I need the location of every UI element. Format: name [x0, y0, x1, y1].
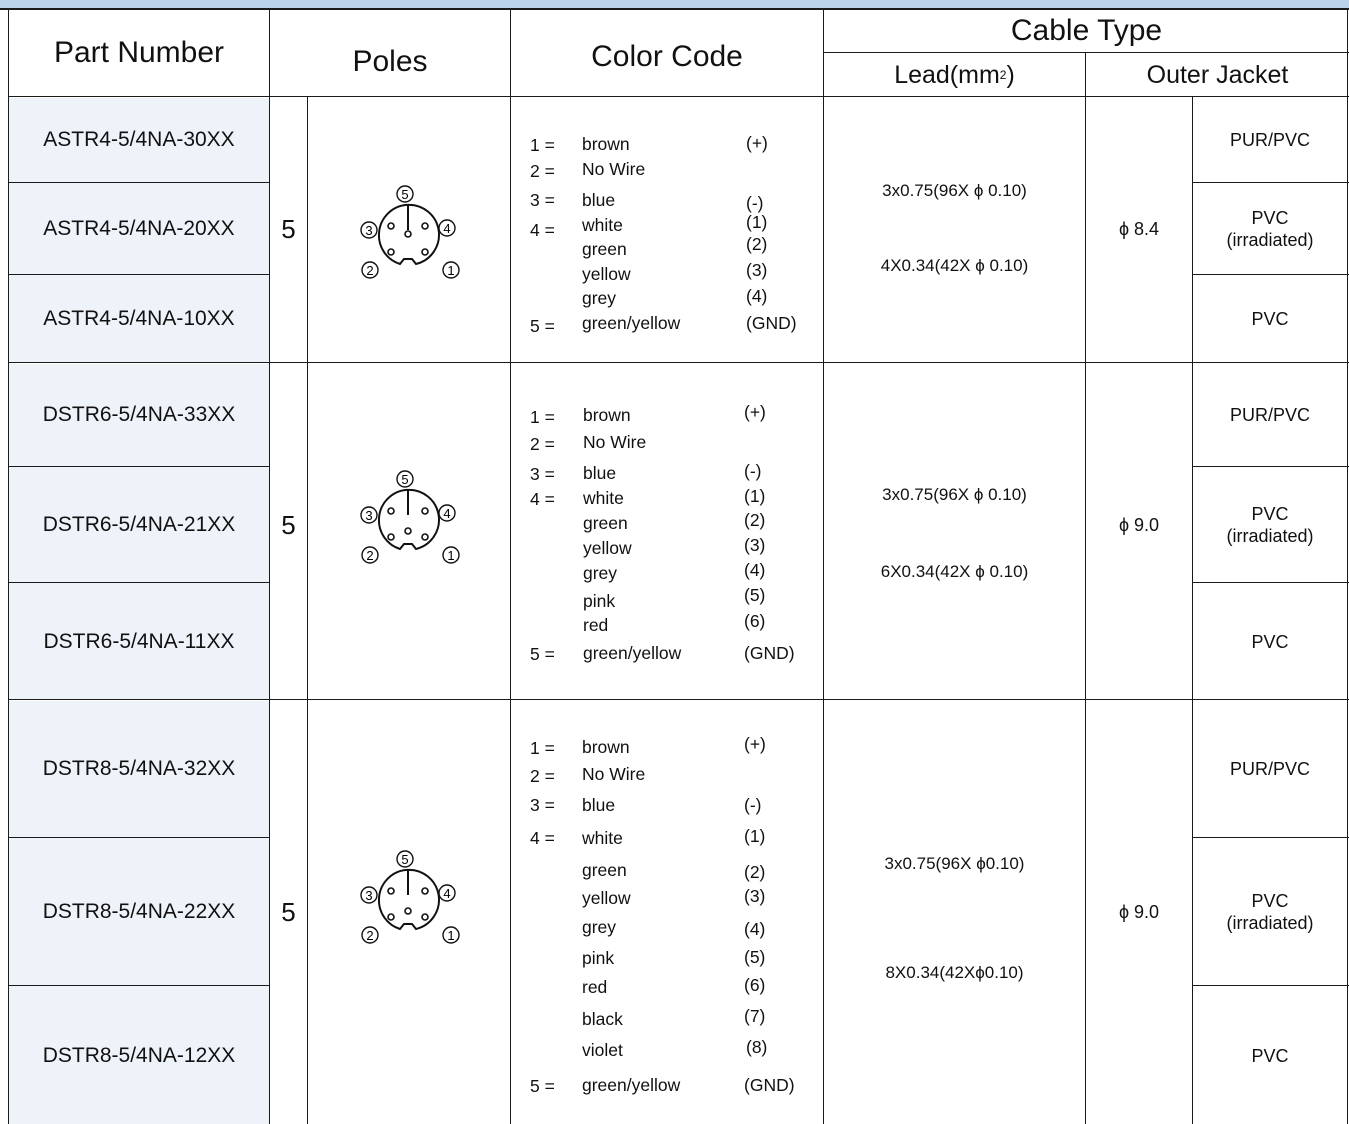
pin-1-label: 1	[447, 548, 455, 563]
color-code-list-3	[530, 10, 820, 1124]
cc-name: green/yellow	[583, 643, 682, 663]
jacket-1a: PUR/PVC	[1229, 130, 1310, 150]
cc-name: grey	[582, 917, 617, 937]
pin-2-label: 2	[366, 928, 374, 943]
cc-num: 2 =	[530, 161, 555, 181]
cc-sig: (7)	[744, 1006, 766, 1026]
pin-4-dot	[422, 223, 428, 229]
cc-name: pink	[582, 948, 615, 968]
cc-sig: (3)	[744, 535, 766, 555]
cc-name: black	[582, 1009, 623, 1029]
hline-part-1a	[9, 182, 269, 183]
cc-sig: (+)	[744, 734, 766, 754]
jacket-line: PVC	[1251, 504, 1289, 524]
jacket-3b	[1193, 839, 1347, 985]
pin-2-label: 2	[366, 548, 374, 563]
hline-jacket-3a	[1192, 837, 1349, 838]
connector-diagram-3	[350, 852, 470, 955]
jacket-1b	[1193, 184, 1347, 274]
pin-3-dot	[388, 508, 394, 514]
hline-part-2b	[9, 582, 269, 583]
cc-name: No Wire	[583, 432, 647, 452]
cc-sig: (+)	[744, 402, 766, 422]
diameter-1: ϕ 8.4	[1118, 218, 1160, 239]
cc-sig: (5)	[744, 585, 766, 605]
cc-sig: (6)	[744, 611, 766, 631]
diameter-3: ϕ 9.0	[1118, 901, 1160, 922]
jacket-line: PVC	[1251, 891, 1289, 911]
cc-num: 5 =	[530, 644, 555, 664]
lead-3a: 3x0.75(96X ϕ0.10)	[884, 854, 1025, 873]
cc-sig: (4)	[744, 919, 766, 939]
cc-name: No Wire	[582, 764, 646, 784]
cc-num: 3 =	[530, 795, 555, 815]
lead-2b: 6X0.34(42X ϕ 0.10)	[880, 562, 1029, 581]
header-outer-jacket: Outer Jacket	[1146, 60, 1289, 89]
pin-5-dot	[405, 528, 411, 534]
cc-name: white	[582, 828, 623, 848]
hline-jacket-1b	[1192, 274, 1349, 275]
cc-sig: (5)	[744, 947, 766, 967]
cc-name: blue	[582, 795, 616, 815]
connector-diagram-1	[350, 187, 470, 290]
jacket-line: PVC	[1251, 208, 1289, 228]
spec-table	[0, 10, 1349, 1124]
pin-4-dot	[422, 508, 428, 514]
cc-num: 2 =	[530, 766, 555, 786]
cc-num: 4 =	[530, 828, 555, 848]
jacket-note: (irradiated)	[1226, 230, 1314, 250]
cc-sig: (-)	[744, 461, 762, 481]
pin-1-dot	[422, 914, 428, 920]
vline-poles	[307, 96, 308, 1124]
vline-connector	[510, 10, 511, 1124]
cc-num: 4 =	[530, 220, 555, 240]
pin-3-label: 3	[365, 223, 373, 238]
pin-1-dot	[422, 534, 428, 540]
lead-1b: 4X0.34(42X ϕ 0.10)	[880, 256, 1029, 275]
jacket-2a: PUR/PVC	[1229, 405, 1310, 425]
pin-1-label: 1	[447, 928, 455, 943]
cc-num: 2 =	[530, 434, 555, 454]
cc-name: blue	[582, 190, 616, 210]
cc-name: yellow	[583, 538, 632, 558]
cc-sig: (6)	[744, 975, 766, 995]
header-poles: Poles	[352, 45, 428, 78]
jacket-2c: PVC	[1251, 631, 1289, 652]
cc-sig: (-)	[746, 193, 764, 213]
pin-3-dot	[388, 223, 394, 229]
header-color-code: Color Code	[591, 40, 743, 73]
cc-sig: (+)	[746, 133, 768, 153]
pin-5-dot	[405, 908, 411, 914]
pin-3-dot	[388, 888, 394, 894]
lead-close: )	[1006, 60, 1015, 89]
pin-2-dot	[388, 249, 394, 255]
cc-sig: (1)	[744, 826, 766, 846]
cc-name: white	[582, 215, 623, 235]
cc-name: yellow	[582, 264, 631, 284]
cc-name: brown	[583, 405, 631, 425]
part-number-2b: DSTR6-5/4NA-21XX	[42, 513, 236, 536]
cc-sig: (2)	[744, 862, 766, 882]
hline-part-2a	[9, 466, 269, 467]
pin-1-label: 1	[447, 263, 455, 278]
jacket-3a: PUR/PVC	[1229, 759, 1310, 779]
pin-4-dot	[422, 888, 428, 894]
part-number-3c: DSTR8-5/4NA-12XX	[42, 1043, 236, 1067]
part-number-1a: ASTR4-5/4NA-30XX	[43, 128, 235, 151]
cc-num: 4 =	[530, 489, 555, 509]
pin-4-label: 4	[443, 506, 451, 521]
pin-5-label: 5	[401, 472, 409, 487]
hline-jacket-1a	[1192, 182, 1349, 183]
cc-name: violet	[582, 1040, 623, 1060]
hline-part-3b	[9, 985, 269, 986]
connector-diagram-2	[350, 472, 470, 575]
cc-name: brown	[582, 134, 630, 154]
poles-3: 5	[281, 896, 296, 927]
jacket-2b	[1193, 468, 1347, 582]
part-number-2c: DSTR6-5/4NA-11XX	[43, 629, 235, 653]
poles-1: 5	[281, 213, 296, 244]
hline-cable-type	[824, 52, 1349, 53]
vline-right	[1347, 10, 1348, 1124]
cc-name: pink	[583, 591, 616, 611]
pin-5-dot	[405, 231, 411, 237]
lead-3b: 8X0.34(42Xϕ0.10)	[885, 963, 1024, 982]
part-number-2a: DSTR6-5/4NA-33XX	[42, 403, 236, 426]
lead-1a: 3x0.75(96X ϕ 0.10)	[882, 181, 1027, 200]
cc-num: 1 =	[530, 738, 555, 758]
cc-name: green	[582, 860, 627, 880]
cc-name: red	[582, 977, 608, 997]
diameter-2: ϕ 9.0	[1118, 514, 1160, 535]
cc-name: No Wire	[582, 159, 646, 179]
cc-name: green	[583, 513, 628, 533]
cc-num: 1 =	[530, 407, 555, 427]
hline-jacket-3b	[1192, 985, 1349, 986]
cc-name: grey	[582, 288, 617, 308]
cc-sig: (3)	[744, 886, 766, 906]
cc-sig: (2)	[746, 234, 768, 254]
pin-1-dot	[422, 249, 428, 255]
cc-sig: (GND)	[746, 313, 797, 333]
cc-sig: (2)	[744, 510, 766, 530]
part-number-3a: DSTR8-5/4NA-32XX	[42, 757, 236, 780]
cc-sig: (GND)	[744, 1075, 795, 1095]
cc-num: 1 =	[530, 135, 555, 155]
part-number-1c: ASTR4-5/4NA-10XX	[43, 307, 235, 330]
lead-2a: 3x0.75(96X ϕ 0.10)	[882, 485, 1027, 504]
hline-part-1b	[9, 274, 269, 275]
cc-sig: (-)	[744, 795, 762, 815]
cc-sig: (1)	[746, 212, 768, 232]
header-cable-type: Cable Type	[1010, 14, 1163, 47]
jacket-1c: PVC	[1251, 309, 1289, 329]
cc-name: white	[583, 488, 624, 508]
cc-name: yellow	[582, 888, 631, 908]
cc-sig: (4)	[746, 286, 768, 306]
cc-name: green/yellow	[582, 1075, 681, 1095]
pin-4-label: 4	[443, 886, 451, 901]
top-band	[0, 0, 1349, 10]
lead-label: Lead(mm	[894, 60, 1000, 89]
cc-name: green/yellow	[582, 313, 681, 333]
cc-num: 3 =	[530, 190, 555, 210]
part-number-1b: ASTR4-5/4NA-20XX	[43, 217, 235, 240]
cc-sig: (3)	[746, 260, 768, 280]
part-number-3b: DSTR8-5/4NA-22XX	[42, 900, 236, 923]
pin-4-label: 4	[443, 221, 451, 236]
jacket-note: (irradiated)	[1226, 526, 1314, 546]
hline-part-3a	[9, 837, 269, 838]
pin-2-dot	[388, 914, 394, 920]
pin-3-label: 3	[365, 508, 373, 523]
cc-name: blue	[583, 463, 617, 483]
hline-jacket-2b	[1192, 582, 1349, 583]
cc-sig: (4)	[744, 560, 766, 580]
cc-num: 5 =	[530, 1076, 555, 1096]
cc-name: green	[582, 239, 627, 259]
pin-5-label: 5	[401, 852, 409, 867]
cc-name: red	[583, 615, 609, 635]
pin-2-dot	[388, 534, 394, 540]
header-part-number: Part Number	[53, 36, 225, 69]
jacket-3c: PVC	[1251, 1045, 1289, 1066]
poles-2: 5	[281, 509, 296, 540]
hline-jacket-2a	[1192, 466, 1349, 467]
lead-sup: 2	[999, 68, 1007, 82]
cc-num: 3 =	[530, 464, 555, 484]
pin-2-label: 2	[366, 263, 374, 278]
cc-sig: (GND)	[744, 643, 795, 663]
cc-name: brown	[582, 737, 630, 757]
cc-sig: (1)	[744, 486, 766, 506]
header-lead	[824, 54, 1085, 96]
cc-name: grey	[583, 563, 618, 583]
pin-5-label: 5	[401, 187, 409, 202]
cc-num: 5 =	[530, 316, 555, 336]
pin-3-label: 3	[365, 888, 373, 903]
jacket-note: (irradiated)	[1226, 913, 1314, 933]
cc-sig: (8)	[746, 1037, 768, 1057]
